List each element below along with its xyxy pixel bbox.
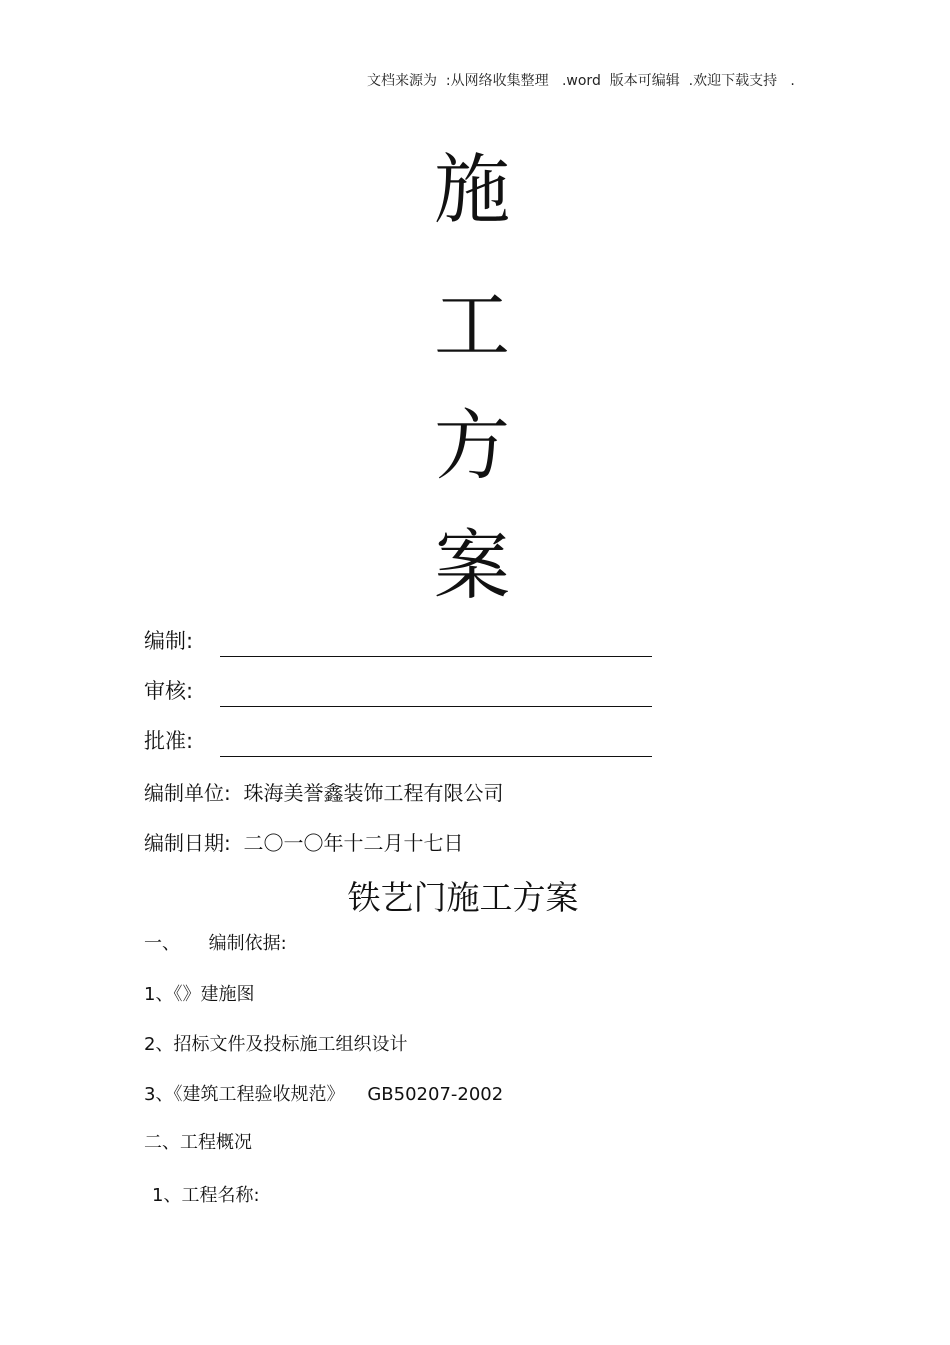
cover-title-char-1: 施	[434, 145, 510, 234]
signature-row-approver	[144, 725, 193, 755]
signature-label: 编制:	[144, 629, 194, 653]
signature-label: 批准:	[144, 729, 194, 753]
list-item: 1、工程名称:	[152, 1185, 260, 1206]
section-heading-basis: 一、 编制依据:	[144, 933, 287, 954]
compiling-unit: 编制单位: 珠海美誉鑫装饰工程有限公司	[144, 781, 504, 805]
document-title: 铁艺门施工方案	[347, 878, 579, 917]
section-heading-overview: 二、工程概况	[144, 1132, 252, 1153]
signature-line	[220, 706, 652, 707]
cover-title-char-4: 案	[434, 521, 510, 610]
list-item: 2、招标文件及投标施工组织设计	[144, 1034, 408, 1055]
signature-line	[220, 756, 652, 757]
signature-line	[220, 656, 652, 657]
cover-title-char-2: 工	[434, 281, 510, 370]
list-item: 3、《建筑工程验收规范》 GB50207-2002	[144, 1084, 504, 1105]
signature-label: 审核:	[144, 679, 194, 703]
compiling-date: 编制日期: 二〇一〇年十二月十七日	[144, 831, 464, 855]
header-note: 文档来源为 :从网络收集整理 .word 版本可编辑 .欢迎下载支持 .	[367, 73, 795, 89]
cover-title-char-3: 方	[434, 401, 510, 490]
signature-row-reviewer	[144, 675, 193, 705]
list-item: 1、《》建施图	[144, 984, 255, 1005]
signature-row-compiler	[144, 625, 193, 655]
